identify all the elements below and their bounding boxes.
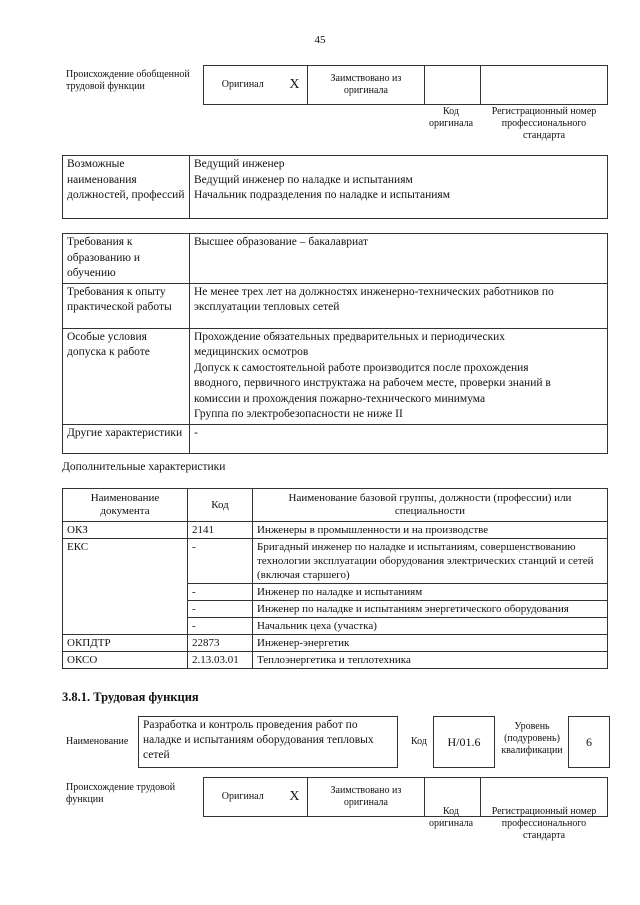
req-value-conditions: Группа по электробезопасности не ниже II [194, 408, 403, 420]
reg-caption: Регистрационный номер профессионального стандарта [491, 106, 597, 141]
function-name-table [138, 716, 398, 768]
code-cell: - [188, 539, 253, 584]
function-level-table [568, 716, 610, 768]
code-cell: 22873 [188, 635, 253, 652]
name-label: Наименование [66, 736, 129, 747]
code-cell: - [188, 618, 253, 635]
req-value-other: - [194, 426, 198, 439]
req-label-other: Другие характеристики [67, 426, 183, 439]
req-value-conditions: комиссии и прохождения пожарно-технического минимума [194, 392, 486, 405]
requirements-table [62, 233, 608, 454]
doc-cell: ОКСО [63, 652, 188, 669]
origin-label: Происхождение трудовой функции [66, 782, 176, 805]
req-label-education: Требования к образованию и обучению [67, 236, 140, 279]
doc-cell: ОКЗ [63, 522, 188, 539]
borrowed-label: Заимствовано из оригинала [308, 778, 424, 817]
position-item: Ведущий инженер по наладке и испытаниям [194, 173, 413, 186]
req-value-conditions: Допуск к самостоятельной работе производится после прохождения [194, 361, 529, 374]
name-cell: Начальник цеха (участка) [253, 618, 608, 635]
name-cell: Бригадный инженер по наладке и испытаниям, совершенствованию технологии эксплуатации оборудования электрических станций и сетей (включая старшего) [253, 539, 608, 584]
req-value-conditions: вводного, первичного инструктажа на рабочем месте, проверки знаний в [194, 377, 551, 389]
function-code-value: H/01.6 [434, 717, 495, 768]
req-value-experience: Не менее трех лет на должностях инженерно-технических работников по [194, 285, 554, 298]
reg-caption: Регистрационный номер профессионального стандарта [491, 806, 597, 841]
name-cell: Инженер по наладке и испытаниям энергетического оборудования [253, 601, 608, 618]
additional-heading: Дополнительные характеристики [62, 461, 226, 473]
req-label-experience: Требования к опыту практической работы [67, 285, 172, 313]
table-row [63, 539, 608, 584]
name-cell: Инженер-энергетик [253, 635, 608, 652]
positions-label: Возможные наименования должностей, профессий [67, 158, 185, 201]
function-level-value: 6 [569, 717, 610, 768]
position-item: Начальник подразделения по наладке и испытаниям [194, 189, 451, 201]
req-label-conditions: Особые условия допуска к работе [67, 330, 150, 358]
table-row [63, 522, 608, 539]
original-label: Оригинал [204, 778, 282, 817]
function-name-value: Разработка и контроль проведения работ по наладке и испытаниям оборудования тепловых сетей [143, 719, 374, 761]
additional-table [62, 488, 608, 669]
code-label: Код [411, 736, 427, 747]
req-value-education: Высшее образование – бакалавриат [194, 236, 368, 248]
code-caption: Код оригинала [428, 106, 474, 129]
table-row [63, 652, 608, 669]
code-cell: - [188, 601, 253, 618]
borrowed-label: Заимствовано из оригинала [308, 66, 424, 105]
section-heading: 3.8.1. Трудовая функция [62, 690, 199, 704]
original-mark: X [282, 778, 308, 817]
original-code-cell [424, 66, 480, 105]
req-value-conditions: медицинских осмотров [194, 346, 309, 358]
req-value-experience: эксплуатации тепловых сетей [194, 301, 340, 313]
page-number: 45 [314, 34, 326, 46]
code-caption: Код оригинала [428, 806, 474, 829]
col-header-code: Код [188, 489, 253, 522]
function-code-table [433, 716, 495, 768]
doc-cell: ОКПДТР [63, 635, 188, 652]
col-header-doc: Наименование документа [63, 489, 188, 522]
col-header-name: Наименование базовой группы, должности (профессии) или специальности [253, 489, 608, 522]
code-cell: 2141 [188, 522, 253, 539]
reg-number-cell [480, 66, 607, 105]
origin-table [203, 65, 608, 105]
name-cell: Инженер по наладке и испытаниям [253, 584, 608, 601]
positions-table [62, 155, 608, 219]
level-label: Уровень (подуровень) квалификации [501, 721, 563, 756]
name-cell: Теплоэнергетика и теплотехника [253, 652, 608, 669]
original-label: Оригинал [204, 66, 282, 105]
table-row [63, 635, 608, 652]
code-cell: - [188, 584, 253, 601]
name-cell: Инженеры в промышленности и на производстве [253, 522, 608, 539]
original-mark: X [282, 66, 308, 105]
position-item: Ведущий инженер [194, 158, 285, 170]
doc-cell: ЕКС [63, 539, 188, 635]
origin-label: Происхождение обобщенной трудовой функции [66, 69, 190, 92]
req-value-conditions: Прохождение обязательных предварительных и периодических [194, 330, 506, 343]
code-cell: 2.13.03.01 [188, 652, 253, 669]
